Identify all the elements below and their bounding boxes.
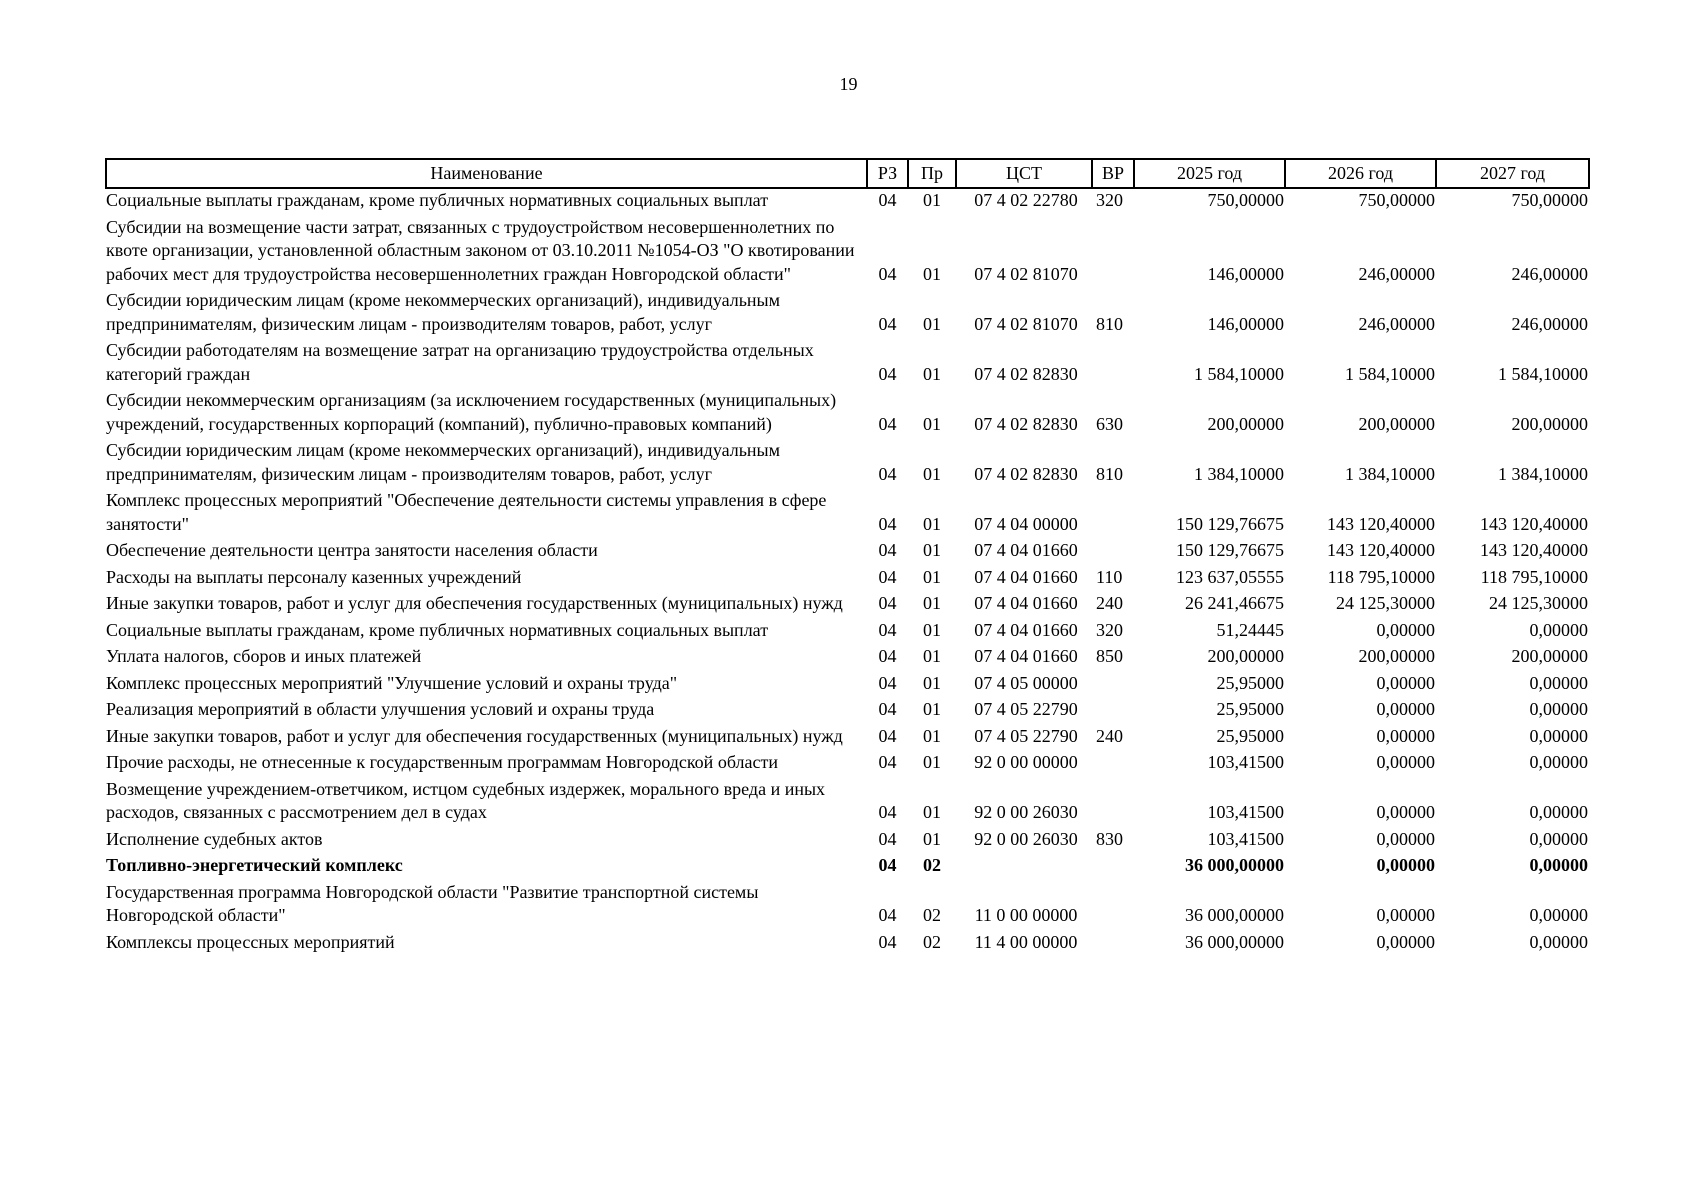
row-vr: 810 [1096,313,1123,334]
row-2027: 0,00000 [1529,855,1588,875]
row-cst: 07 4 02 81070 [974,263,1078,284]
row-cst [956,854,1092,881]
row-2027: 0,00000 [1529,672,1588,693]
table-body [106,188,1589,957]
row-cst: 07 4 05 22790 [974,725,1078,746]
row-name: Комплекс процессных мероприятий "Улучшение условий и охраны труда" [106,672,678,693]
row-name: Уплата налогов, сборов и иных платежей [106,646,422,666]
row-vr [1092,931,1134,958]
row-rz: 04 [878,672,897,693]
row-name: Субсидии работодателям на возмещение затрат на организацию трудоустройства отдельных категорий граждан [106,340,814,384]
row-cst: 11 4 00 00000 [974,931,1078,952]
row-vr [1092,216,1134,290]
table-row [106,592,1589,619]
row-2027: 0,00000 [1529,619,1588,640]
row-2025: 123 637,05555 [1176,566,1284,587]
row-2027: 0,00000 [1529,828,1588,849]
row-rz: 04 [878,313,897,334]
header-2027: 2027 год [1436,159,1589,188]
row-2027: 143 120,40000 [1480,513,1588,534]
row-name: Комплекс процессных мероприятий "Обеспечение деятельности системы управления в сфере занятости" [106,490,827,534]
row-pr: 01 [923,672,941,693]
row-2027: 200,00000 [1511,413,1588,434]
table-row [106,725,1589,752]
row-2026: 143 120,40000 [1327,540,1435,560]
row-2026: 0,00000 [1376,752,1435,772]
row-2026: 750,00000 [1358,190,1435,210]
row-vr [1092,339,1134,389]
table-row [106,854,1589,881]
row-2027: 1 584,10000 [1498,363,1588,384]
table-row [106,289,1589,339]
row-2027: 0,00000 [1529,725,1588,746]
row-2025: 150 129,76675 [1176,513,1284,534]
table-row [106,698,1589,725]
row-pr: 01 [923,413,941,434]
row-cst: 07 4 04 00000 [974,513,1078,534]
row-name: Социальные выплаты гражданам, кроме публичных нормативных социальных выплат [106,190,769,210]
row-cst: 07 4 02 82830 [974,363,1078,384]
row-2025: 103,41500 [1207,802,1284,822]
row-pr: 02 [923,855,941,875]
row-cst: 92 0 00 26030 [974,828,1078,849]
table-row [106,645,1589,672]
row-2026: 200,00000 [1358,413,1435,434]
row-2025: 103,41500 [1207,828,1284,849]
row-rz: 04 [878,263,897,284]
row-vr [1092,698,1134,725]
row-rz: 04 [878,540,897,560]
row-rz: 04 [878,828,897,849]
row-vr: 320 [1096,619,1123,640]
table-row [106,672,1589,699]
row-2025: 25,95000 [1216,725,1284,746]
row-name: Иные закупки товаров, работ и услуг для обеспечения государственных (муниципальных) нужд [106,725,843,746]
row-2027: 0,00000 [1529,752,1588,772]
row-pr: 01 [923,313,941,334]
row-2025: 25,95000 [1216,699,1284,719]
row-cst: 07 4 04 01660 [974,540,1078,560]
row-2026: 1 584,10000 [1345,363,1435,384]
row-rz: 04 [878,513,897,534]
table-row [106,566,1589,593]
row-2027: 246,00000 [1511,263,1588,284]
row-2025: 146,00000 [1207,313,1284,334]
row-pr: 01 [923,828,941,849]
row-pr: 01 [923,593,941,613]
row-name: Субсидии юридическим лицам (кроме некоммерческих организаций), индивидуальным предпринимателям, физическим лицам - производителям товаров, работ, услуг [106,290,781,334]
row-rz: 04 [878,463,897,484]
row-2027: 0,00000 [1529,802,1588,822]
row-2025: 1 584,10000 [1194,363,1284,384]
row-pr: 02 [923,931,941,952]
table-header-row [106,159,1589,188]
row-rz: 04 [878,619,897,640]
row-rz: 04 [878,413,897,434]
row-2027: 118 795,10000 [1480,566,1588,587]
row-name: Комплексы процессных мероприятий [106,931,395,952]
row-cst: 07 4 04 01660 [974,566,1078,587]
row-rz: 04 [878,752,897,772]
table-row [106,881,1589,931]
row-rz: 04 [878,855,897,875]
row-2025: 200,00000 [1207,413,1284,434]
row-pr: 01 [923,513,941,534]
row-2025: 36 000,00000 [1185,931,1284,952]
row-2026: 200,00000 [1358,646,1435,666]
row-cst: 07 4 05 00000 [974,672,1078,693]
row-2025: 150 129,76675 [1176,540,1284,560]
row-rz: 04 [878,725,897,746]
row-name: Топливно-энергетический комплекс [106,855,403,875]
row-2026: 0,00000 [1376,855,1435,875]
row-pr: 01 [923,540,941,560]
table-row [106,931,1589,958]
row-2025: 146,00000 [1207,263,1284,284]
row-cst: 07 4 04 01660 [974,593,1078,613]
row-2026: 143 120,40000 [1327,513,1435,534]
row-name: Прочие расходы, не отнесенные к государственным программам Новгородской области [106,752,778,772]
header-2025: 2025 год [1134,159,1285,188]
row-rz: 04 [878,190,897,210]
row-name: Субсидии юридическим лицам (кроме некоммерческих организаций), индивидуальным предпринимателям, физическим лицам - производителям товаров, работ, услуг [106,440,781,484]
row-name: Исполнение судебных актов [106,828,323,849]
table-row [106,751,1589,778]
row-2026: 0,00000 [1376,828,1435,849]
row-pr: 01 [923,263,941,284]
row-vr [1092,778,1134,828]
row-cst: 11 0 00 00000 [974,905,1078,925]
row-2027: 750,00000 [1511,190,1588,210]
row-name: Социальные выплаты гражданам, кроме публичных нормативных социальных выплат [106,619,769,640]
page-number: 19 [839,74,858,94]
row-pr: 01 [923,802,941,822]
row-2026: 0,00000 [1376,931,1435,952]
header-cst: ЦСТ [956,159,1092,188]
row-name: Расходы на выплаты персоналу казенных учреждений [106,566,522,587]
header-2026: 2026 год [1285,159,1436,188]
row-rz: 04 [878,363,897,384]
row-rz: 04 [878,931,897,952]
row-vr: 320 [1096,190,1123,210]
row-vr: 110 [1096,566,1123,587]
table-row [106,489,1589,539]
row-2026: 0,00000 [1376,699,1435,719]
row-2027: 0,00000 [1529,931,1588,952]
row-cst: 07 4 02 81070 [974,313,1078,334]
row-cst: 07 4 02 82830 [974,413,1078,434]
row-2025: 750,00000 [1207,190,1284,210]
row-2026: 246,00000 [1358,263,1435,284]
row-rz: 04 [878,802,897,822]
row-rz: 04 [878,566,897,587]
table-row [106,778,1589,828]
row-2025: 36 000,00000 [1185,905,1284,925]
row-2027: 0,00000 [1529,699,1588,719]
row-2027: 1 384,10000 [1498,463,1588,484]
row-pr: 01 [923,619,941,640]
row-name: Государственная программа Новгородской области "Развитие транспортной системы Новгородской области" [106,881,759,925]
row-2025: 51,24445 [1216,619,1284,640]
row-rz: 04 [878,699,897,719]
row-cst: 92 0 00 26030 [974,802,1078,822]
row-pr: 01 [923,190,941,210]
row-cst: 07 4 04 01660 [974,619,1078,640]
row-2026: 0,00000 [1376,905,1435,925]
row-rz: 04 [878,593,897,613]
budget-table [105,158,1590,957]
row-vr: 240 [1096,593,1123,613]
row-vr: 850 [1096,646,1123,666]
row-vr: 240 [1096,725,1123,746]
table-row [106,439,1589,489]
row-cst: 07 4 02 22780 [974,190,1078,210]
row-pr: 01 [923,363,941,384]
row-2027: 200,00000 [1511,646,1588,666]
row-vr [1092,672,1134,699]
row-vr: 830 [1096,828,1123,849]
table-row [106,389,1589,439]
row-vr [1092,489,1134,539]
row-pr: 01 [923,725,941,746]
row-pr: 01 [923,566,941,587]
row-pr: 01 [923,463,941,484]
row-cst: 07 4 04 01660 [974,646,1078,666]
row-pr: 01 [923,646,941,666]
row-2027: 0,00000 [1529,905,1588,925]
row-name: Иные закупки товаров, работ и услуг для обеспечения государственных (муниципальных) нужд [106,593,843,613]
row-2026: 1 384,10000 [1345,463,1435,484]
row-2026: 0,00000 [1376,802,1435,822]
header-pr: Пр [908,159,956,188]
row-vr [1092,881,1134,931]
row-2026: 118 795,10000 [1327,566,1435,587]
row-pr: 01 [923,752,941,772]
header-vr: ВР [1092,159,1134,188]
table-row [106,828,1589,855]
header-rz: РЗ [867,159,908,188]
row-2027: 24 125,30000 [1489,593,1588,613]
row-name: Обеспечение деятельности центра занятости населения области [106,540,598,560]
row-rz: 04 [878,905,897,925]
row-2026: 0,00000 [1376,725,1435,746]
row-cst: 07 4 05 22790 [974,699,1078,719]
row-name: Реализация мероприятий в области улучшения условий и охраны труда [106,699,655,719]
row-2025: 200,00000 [1207,646,1284,666]
row-name: Субсидии на возмещение части затрат, связанных с трудоустройством несовершеннолетних по квоте организации, установленной областным законом от 03.10.2011 №1054-ОЗ "О квотировании рабочих мест для трудоустройства несовершеннолетних граждан Новгородской области" [106,216,855,284]
row-2027: 143 120,40000 [1480,540,1588,560]
row-cst: 07 4 02 82830 [974,463,1078,484]
table-row [106,216,1589,290]
row-vr [1092,539,1134,566]
row-2025: 1 384,10000 [1194,463,1284,484]
row-2026: 0,00000 [1376,672,1435,693]
row-2026: 0,00000 [1376,619,1435,640]
row-vr [1092,751,1134,778]
row-vr: 810 [1096,463,1123,484]
row-vr: 630 [1096,413,1123,434]
row-2027: 246,00000 [1511,313,1588,334]
row-2025: 103,41500 [1207,752,1284,772]
row-name: Возмещение учреждением-ответчиком, истцом судебных издержек, морального вреда и иных расходов, связанных с рассмотрением дел в судах [106,778,826,822]
row-cst: 92 0 00 00000 [974,752,1078,772]
row-vr [1092,854,1134,881]
row-rz: 04 [878,646,897,666]
row-name: Субсидии некоммерческим организациям (за исключением государственных (муниципальных) учреждений, государственных корпораций (компаний), публично-правовых компаний) [106,390,837,434]
table-row [106,188,1589,216]
row-2025: 36 000,00000 [1185,855,1284,875]
row-2026: 24 125,30000 [1336,593,1435,613]
row-2025: 25,95000 [1216,672,1284,693]
row-pr: 02 [923,905,941,925]
row-2026: 246,00000 [1358,313,1435,334]
row-2025: 26 241,46675 [1185,593,1284,613]
header-name: Наименование [106,159,867,188]
table-row [106,339,1589,389]
table-row [106,539,1589,566]
table-row [106,619,1589,646]
row-pr: 01 [923,699,941,719]
